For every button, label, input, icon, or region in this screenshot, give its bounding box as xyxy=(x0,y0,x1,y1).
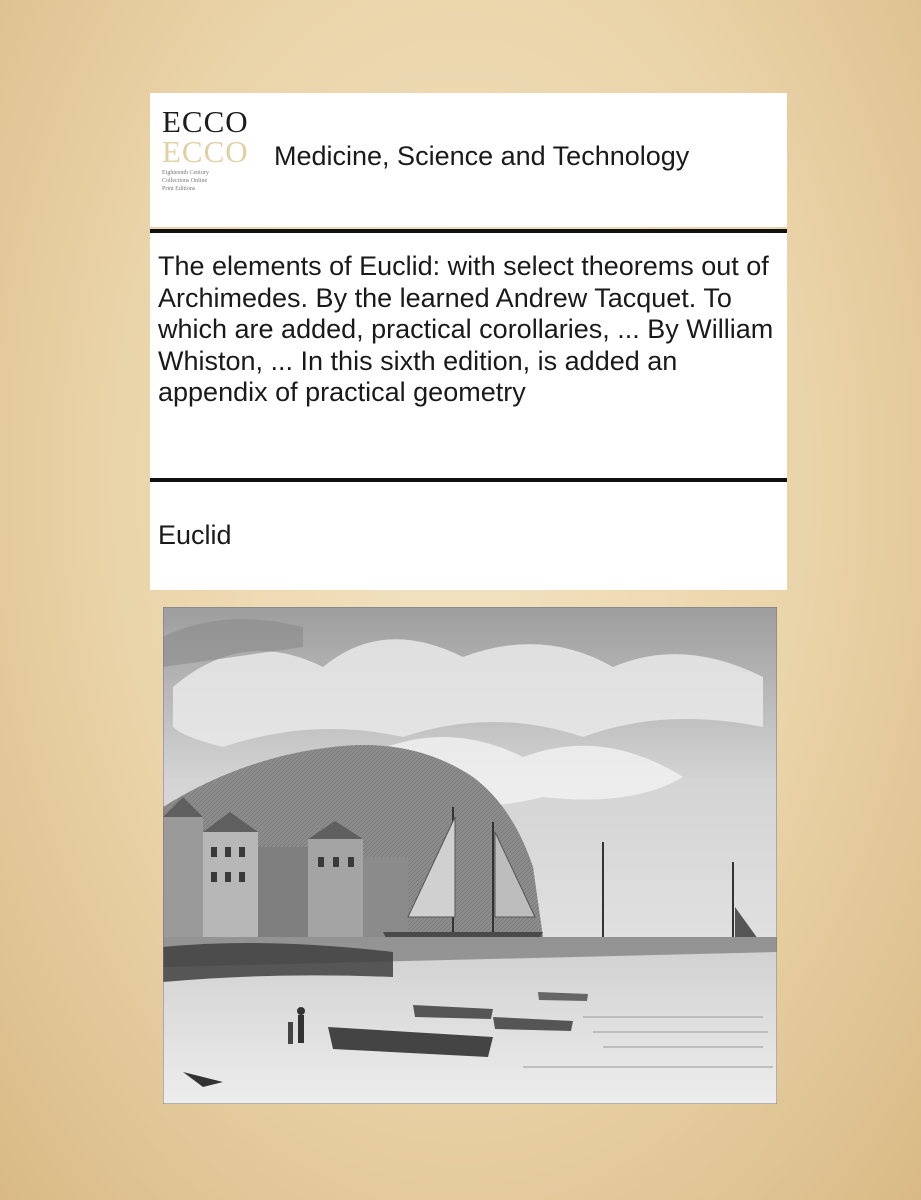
logo-text: ECCO xyxy=(162,104,249,139)
logo-caption-line: Print Editions xyxy=(162,186,196,192)
series-header xyxy=(150,93,787,227)
ecco-logo xyxy=(162,105,262,217)
book-author: Euclid xyxy=(158,520,232,550)
logo-caption xyxy=(162,169,252,193)
series-title: Medicine, Science and Technology xyxy=(274,141,690,171)
logo-caption-line: Collections Online xyxy=(162,178,208,184)
logo-shadow-text: ECCO xyxy=(162,134,249,169)
harbor-engraving-icon xyxy=(163,607,777,1104)
author-panel xyxy=(150,482,787,590)
title-panel xyxy=(150,233,787,478)
book-title: The elements of Euclid: with select theorems out of Archimedes. By the learned Andrew Tacquet. To which are added, practical corollaries, ... By William Whiston, ... In this sixth edition, is added an appendix of practical geometry xyxy=(158,251,774,407)
logo-caption-line: Eighteenth Century xyxy=(162,170,209,176)
